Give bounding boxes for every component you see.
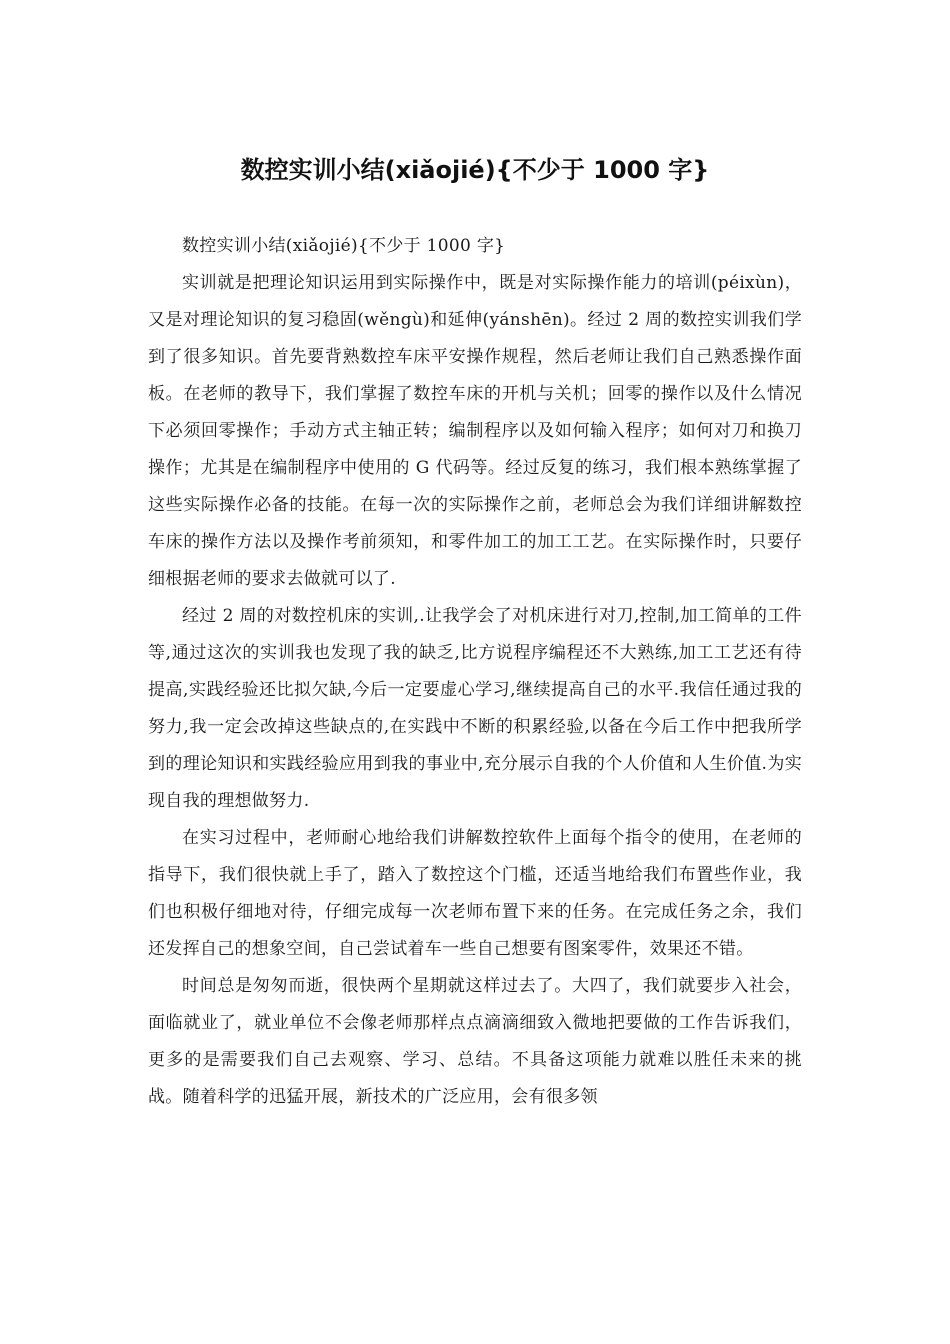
document-title: 数控实训小结(xiǎojié){不少于 1000 字} [240,156,710,184]
paragraph-3: 在实习过程中，老师耐心地给我们讲解数控软件上面每个指令的使用，在老师的指导下，我们很快就上手了，踏入了数控这个门槛，还适当地给我们布置些作业，我们也积极仔细地对待，仔细完成每一次老师布置下来的任务。在完成任务之余，我们还发挥自己的想象空间，自己尝试着车一些自己想要有图案零件，效果还不错。 [148,828,802,959]
document-subtitle: 数控实训小结(xiǎojié){不少于 1000 字} [182,236,506,256]
document-body [148,228,802,1116]
paragraph-2: 经过 2 周的对数控机床的实训,.让我学会了对机床进行对刀,控制,加工简单的工件等,通过这次的实训我也发现了我的缺乏,比方说程序编程还不大熟练,加工工艺还有待提高,实践经验还比拟欠缺,今后一定要虚心学习,继续提高自己的水平.我信任通过我的努力,我一定会改掉这些缺点的,在实践中不断的积累经验,以备在今后工作中把我所学到的理论知识和实践经验应用到我的事业中,充分展示自我的个人价值和人生价值.为实现自我的理想做努力. [148,606,802,811]
paragraph-4: 时间总是匆匆而逝，很快两个星期就这样过去了。大四了，我们就要步入社会，面临就业了，就业单位不会像老师那样点点滴滴细致入微地把要做的工作告诉我们，更多的是需要我们自己去观察、学习、总结。不具备这项能力就难以胜任未来的挑战。随着科学的迅猛开展，新技术的广泛应用，会有很多领 [148,976,802,1107]
paragraph-1: 实训就是把理论知识运用到实际操作中，既是对实际操作能力的培训(péixùn)，又是对理论知识的复习稳固(wěngù)和延伸(yánshēn)。经过 2 周的数控实训我们学到了很多知识。首先要背熟数控车床平安操作规程，然后老师让我们自己熟悉操作面板。在老师的教导下，我们掌握了数控车床的开机与关机；回零的操作以及什么情况下必须回零操作；手动方式主轴正转；编制程序以及如何输入程序；如何对刀和换刀操作；尤其是在编制程序中使用的 G 代码等。经过反复的练习，我们根本熟练掌握了这些实际操作必备的技能。在每一次的实际操作之前，老师总会为我们详细讲解数控车床的操作方法以及操作考前须知，和零件加工的加工工艺。在实际操作时，只要仔细根据老师的要求去做就可以了. [148,273,802,589]
